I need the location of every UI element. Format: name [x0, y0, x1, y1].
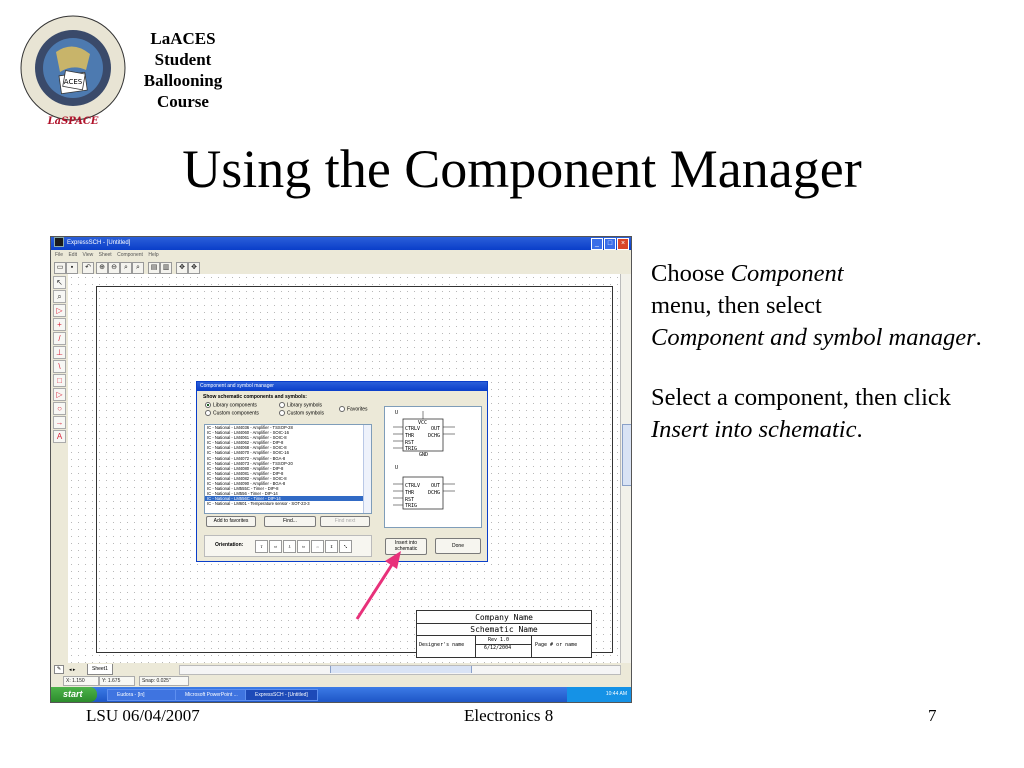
radio-favorites[interactable]: Favorites — [339, 406, 368, 412]
menu-edit[interactable]: Edit — [68, 252, 78, 258]
add-to-favorites-button[interactable]: Add to favorites — [206, 516, 256, 527]
u1-top: VCC — [418, 420, 428, 426]
open-icon[interactable]: ▭ — [54, 262, 66, 274]
find-next-button[interactable]: Find next — [320, 516, 370, 527]
menu-sheet[interactable]: Sheet — [98, 252, 112, 258]
radio-custom-symbols[interactable]: Custom symbols — [279, 410, 324, 416]
component-manager-dialog — [196, 381, 488, 562]
rectangle-tool-icon[interactable]: □ — [53, 374, 66, 387]
slide-title: Using the Component Manager — [182, 139, 862, 199]
app-icon — [54, 237, 64, 247]
svg-text:ACES: ACES — [63, 78, 83, 86]
app-screenshot — [50, 236, 632, 703]
p1-text1: Choose — [651, 260, 731, 287]
p1-period: . — [975, 324, 982, 351]
u1-ref: U — [395, 410, 399, 416]
app-menubar — [51, 250, 631, 260]
menu-help[interactable]: Help — [148, 252, 159, 258]
sheet-ruler-icon[interactable]: ✎ — [54, 665, 64, 674]
orient-270-icon[interactable]: ⇦ — [297, 540, 310, 553]
undo-icon[interactable]: ↶ — [82, 262, 94, 274]
system-tray — [567, 687, 631, 702]
horizontal-scrollbar[interactable] — [179, 665, 621, 675]
insert-label-line2: schematic — [394, 546, 418, 552]
brand-line3: Ballooning — [143, 71, 223, 90]
u1-pin-trig: TRIG — [405, 446, 418, 452]
pan-icon[interactable]: ✥ — [176, 262, 188, 274]
page-icon[interactable]: ▤ — [148, 262, 160, 274]
u1-pin-rst: RST — [405, 440, 415, 446]
instruction-text — [651, 258, 1011, 474]
u2-pin-dchg: DCHG — [428, 490, 441, 496]
done-button[interactable]: Done — [435, 538, 481, 554]
orient-mirror-h-icon[interactable]: ⇔ — [311, 540, 324, 553]
zoom-out-icon[interactable]: ⊖ — [108, 262, 120, 274]
maximize-button[interactable]: □ — [604, 238, 616, 250]
insert-label-line1: Insert into — [395, 540, 417, 546]
brand-line2: Student — [154, 50, 212, 69]
p2-period: . — [856, 416, 863, 443]
u2-pin-rst: RST — [405, 497, 415, 503]
orient-180-icon[interactable]: ⇩ — [283, 540, 296, 553]
junction-tool-icon[interactable]: + — [53, 318, 66, 331]
footer-course: Electronics 8 — [464, 706, 554, 725]
list-item[interactable]: IC - National - LM4060 - Amplifier - SOIC-16 — [207, 430, 289, 436]
circle-tool-icon[interactable]: ○ — [53, 402, 66, 415]
u2-pin-trig: TRIG — [405, 503, 418, 509]
u1-pin-out: OUT — [431, 426, 441, 432]
close-button[interactable]: × — [617, 238, 629, 250]
designer-name: Designer's name — [419, 642, 465, 648]
status-bar — [51, 675, 631, 686]
list-item[interactable]: IC - National - LM4062 - Amplifier - DIP-8 — [207, 440, 284, 446]
dialog-title: Component and symbol manager — [197, 382, 487, 391]
task-expresssch[interactable]: ExpressSCH - [Untitled] — [245, 689, 318, 701]
brand-line1: LaACES — [150, 29, 216, 48]
clock: 10:44 AM — [605, 691, 627, 697]
save-icon[interactable]: ▪ — [66, 262, 78, 274]
list-item[interactable]: IC - National - LM4081 - Amplifier - DIP-8 — [207, 470, 284, 476]
menu-view[interactable]: View — [82, 252, 94, 258]
slide-number: 7 — [928, 706, 937, 725]
vertical-scrollbar[interactable] — [620, 274, 631, 663]
zoom-fit-icon[interactable]: ⌕ — [132, 262, 144, 274]
menu-component[interactable]: Component — [117, 252, 143, 258]
list-item[interactable]: IC - National - LM4073 - Amplifier - TSSOP-20 — [207, 460, 293, 466]
list-item[interactable]: IC - National - LM556 - Timer - DIP-14 — [207, 491, 278, 497]
list-item-selected[interactable]: IC - National - LM556C - Timer - DIP-14 — [205, 496, 371, 501]
component-list[interactable] — [204, 424, 372, 514]
text-tool-icon[interactable]: A — [53, 430, 66, 443]
menu-file[interactable]: File — [55, 252, 64, 258]
list-item[interactable]: IC - National - LM4068 - Amplifier - SOIC-8 — [207, 445, 287, 451]
p1-command-name: Component and symbol manager — [651, 324, 976, 351]
vertical-scroll-thumb[interactable] — [622, 424, 632, 486]
orient-mirror-both-icon[interactable]: ⤡ — [339, 540, 352, 553]
p1-text2: menu, then select — [651, 292, 822, 319]
orient-0-icon[interactable]: ⇧ — [255, 540, 268, 553]
annotation-arrow — [341, 547, 411, 627]
symbol-preview — [384, 406, 482, 528]
u1-pin-dchg: DCHG — [428, 433, 441, 439]
task-powerpoint[interactable]: Microsoft PowerPoint ... — [175, 689, 248, 701]
zoom-tool-icon[interactable]: ⌕ — [53, 290, 66, 303]
revision: Rev 1.0 — [488, 637, 510, 643]
radio-custom-components[interactable]: Custom components — [205, 410, 259, 416]
list-item[interactable]: IC - National - LM4090 - Amplifier - BGA-8 — [207, 481, 286, 487]
windows-taskbar — [51, 687, 631, 702]
schematic-name: Schematic Name — [417, 625, 591, 636]
radio-library-components[interactable]: Library components — [205, 402, 257, 408]
list-item[interactable]: IC - National - LM4036 - Amplifier - TSSOP-28 — [207, 425, 293, 430]
left-toolbox — [52, 275, 66, 444]
svg-text:LaSPACE: LaSPACE — [47, 116, 99, 127]
component-tool-icon[interactable]: ▷ — [53, 304, 66, 317]
list-item[interactable]: IC - National - LM601 - Temperature sensor - SOT-23-3 — [207, 501, 310, 507]
u2-pin-ctrlv: CTRLV — [405, 483, 421, 489]
horizontal-scroll-thumb[interactable] — [330, 666, 472, 673]
radio-library-symbols[interactable]: Library symbols — [279, 402, 322, 408]
brand-line4: Course — [157, 92, 209, 111]
zoom-in-icon[interactable]: ⊕ — [96, 262, 108, 274]
sheet-nav-icons[interactable]: ◂ ▸ — [69, 667, 76, 673]
list-item[interactable]: IC - National - LM4070 - Amplifier - SOIC-16 — [207, 450, 289, 456]
task-eudora[interactable]: Eudora - [In] — [107, 689, 180, 701]
u2-pin-out: OUT — [431, 483, 441, 489]
title-block — [416, 610, 592, 658]
list-item[interactable]: IC - National - LM4072 - Amplifier - BGA-8 — [207, 455, 286, 461]
sheet-icon[interactable]: ▥ — [160, 262, 172, 274]
app-toolbar — [51, 260, 631, 274]
find-button[interactable]: Find... — [264, 516, 316, 527]
sheet1-tab[interactable]: Sheet1 — [87, 664, 113, 675]
orient-mirror-v-icon[interactable]: ⇕ — [325, 540, 338, 553]
port-tool-icon[interactable]: ▷ — [53, 388, 66, 401]
list-item[interactable]: IC - National - LM555C - Timer - DIP-8 — [207, 486, 279, 492]
pointer-tool-icon[interactable]: ↖ — [53, 276, 66, 289]
list-scrollbar[interactable] — [363, 425, 371, 513]
line-tool-icon[interactable]: \ — [53, 360, 66, 373]
wire-tool-icon[interactable]: / — [53, 332, 66, 345]
course-brand — [128, 28, 238, 112]
p2-text1: Select a component, then click — [651, 384, 952, 411]
app-title: ExpressSCH - [Untitled] — [67, 240, 131, 246]
pin-tool-icon[interactable]: → — [53, 416, 66, 429]
laspace-logo — [18, 12, 128, 128]
instruction-para-1 — [651, 258, 1011, 354]
zoom-area-icon[interactable]: ⌕ — [120, 262, 132, 274]
u2-pin-thr: THR — [405, 490, 415, 496]
date: 6/12/2004 — [484, 645, 512, 651]
show-label: Show schematic components and symbols: — [203, 394, 307, 400]
list-item[interactable]: IC - National - LM4061 - Amplifier - SOIC-8 — [207, 435, 287, 441]
status-x: X: 1.150 — [63, 676, 99, 686]
start-button[interactable]: start — [51, 687, 97, 702]
p2-button-name: Insert into schematic — [651, 416, 857, 443]
footer-date: LSU 06/04/2007 — [86, 706, 200, 725]
orientation-label: Orientation: — [215, 542, 244, 548]
u1-pin-thr: THR — [405, 433, 415, 439]
list-item[interactable]: IC - National - LM4082 - Amplifier - SOIC-8 — [207, 475, 287, 481]
u2-ref: U — [395, 465, 399, 471]
page-name: Page # or name — [535, 642, 578, 648]
u1-bottom: GND — [419, 452, 429, 458]
bus-tool-icon[interactable]: ⊥ — [53, 346, 66, 359]
minimize-button[interactable]: _ — [591, 238, 603, 250]
u1-pin-ctrlv: CTRLV — [405, 426, 421, 432]
move-icon[interactable]: ✥ — [188, 262, 200, 274]
list-item[interactable]: IC - National - LM4080 - Amplifier - DIP-8 — [207, 465, 284, 471]
p1-menu-name: Component — [730, 260, 844, 287]
instruction-para-2 — [651, 382, 1011, 446]
company-name: Company Name — [417, 612, 591, 624]
app-titlebar — [51, 237, 631, 250]
status-y: Y: 1.675 — [99, 676, 135, 686]
orient-90-icon[interactable]: ⇨ — [269, 540, 282, 553]
snap-select[interactable]: Snap: 0.025" — [139, 676, 189, 686]
